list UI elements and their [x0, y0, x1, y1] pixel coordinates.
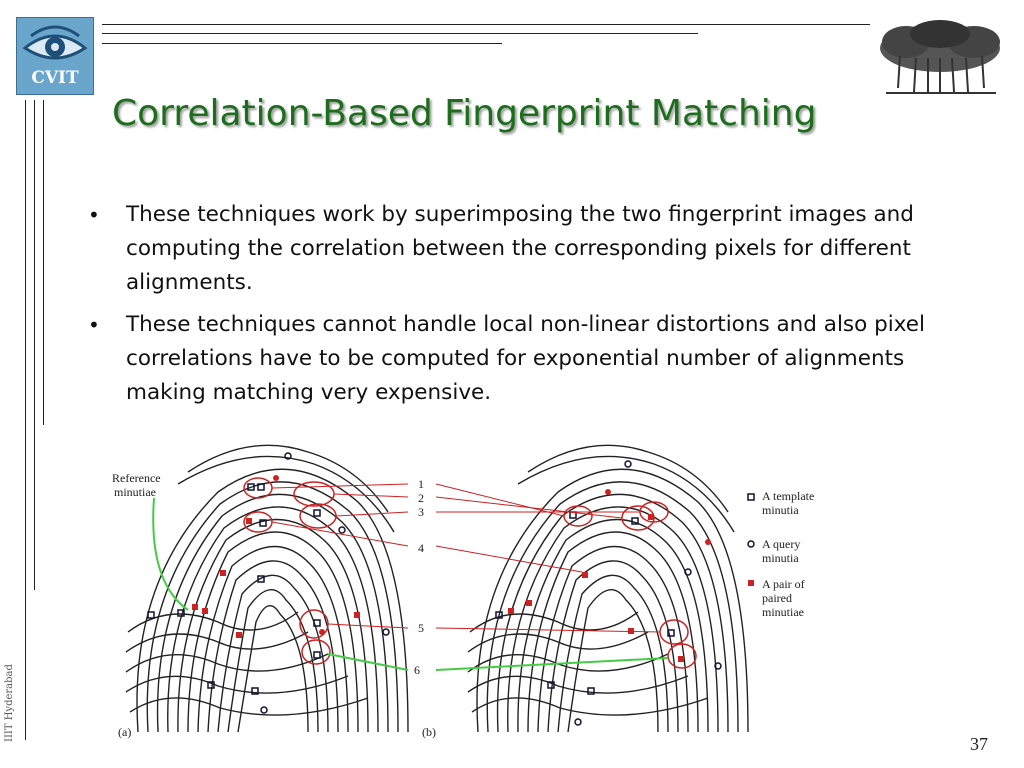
eye-icon: [17, 22, 93, 72]
match-circles: [244, 478, 696, 668]
side-rule-2: [34, 100, 35, 590]
paired-minutiae-icon: [748, 580, 754, 586]
bullet-item: [88, 198, 988, 300]
bullet-text: These techniques cannot handle local non-linear distortions and also pixel correlations have to be computed for exponential number of alignments making matching very expensive.: [126, 312, 925, 405]
side-rule-1: [25, 100, 26, 740]
header-rule-2: [102, 33, 698, 34]
query-minutia-icon: [748, 541, 754, 547]
legend-pair-3: minutiae: [762, 605, 804, 619]
match-number-2: 2: [418, 491, 424, 505]
legend-pair-1: A pair of: [762, 577, 805, 591]
match-number-6: 6: [414, 663, 420, 677]
reference-label-2: minutiae: [114, 485, 156, 499]
header-rule-3: [102, 43, 502, 44]
bullet-text: These techniques work by superimposing the two fingerprint images and computing the correlation between the corresponding pixels for different alignments.: [126, 202, 914, 295]
page-number: 37: [970, 734, 988, 754]
bullet-list: [88, 198, 988, 418]
template-minutia-icon: [748, 494, 754, 500]
page-title: Correlation-Based Fingerprint Matching: [112, 93, 817, 134]
legend-pair-2: paired: [762, 591, 792, 605]
reference-label-1: Reference: [112, 471, 161, 485]
side-credit: IIIT Hyderabad: [4, 664, 15, 742]
bullet-icon: •: [88, 203, 100, 227]
match-number-1: 1: [418, 477, 424, 491]
legend-template-2: minutia: [762, 503, 799, 517]
figure-legend: [748, 489, 814, 619]
panel-a-label: (a): [118, 725, 132, 739]
match-number-5: 5: [418, 621, 424, 635]
minutiae-a: [148, 453, 389, 713]
side-rule-3: [43, 100, 44, 425]
tree-logo-icon: [876, 18, 1004, 96]
match-number-4: 4: [418, 541, 424, 555]
legend-query-2: minutia: [762, 551, 799, 565]
bullet-item: [88, 308, 988, 410]
legend-query-1: A query: [762, 537, 801, 551]
legend-template-1: A template: [762, 489, 815, 503]
match-link-lines: [272, 484, 660, 632]
header-rule-1: [102, 24, 870, 25]
fingerprint-matching-figure: [108, 432, 848, 744]
cvit-logo: [16, 17, 94, 95]
bullet-icon: •: [88, 313, 100, 337]
panel-b-label: (b): [422, 725, 436, 739]
logo-text: CVIT: [31, 68, 79, 88]
fingerprint-b-image: [468, 445, 748, 732]
match-number-3: 3: [418, 505, 424, 519]
